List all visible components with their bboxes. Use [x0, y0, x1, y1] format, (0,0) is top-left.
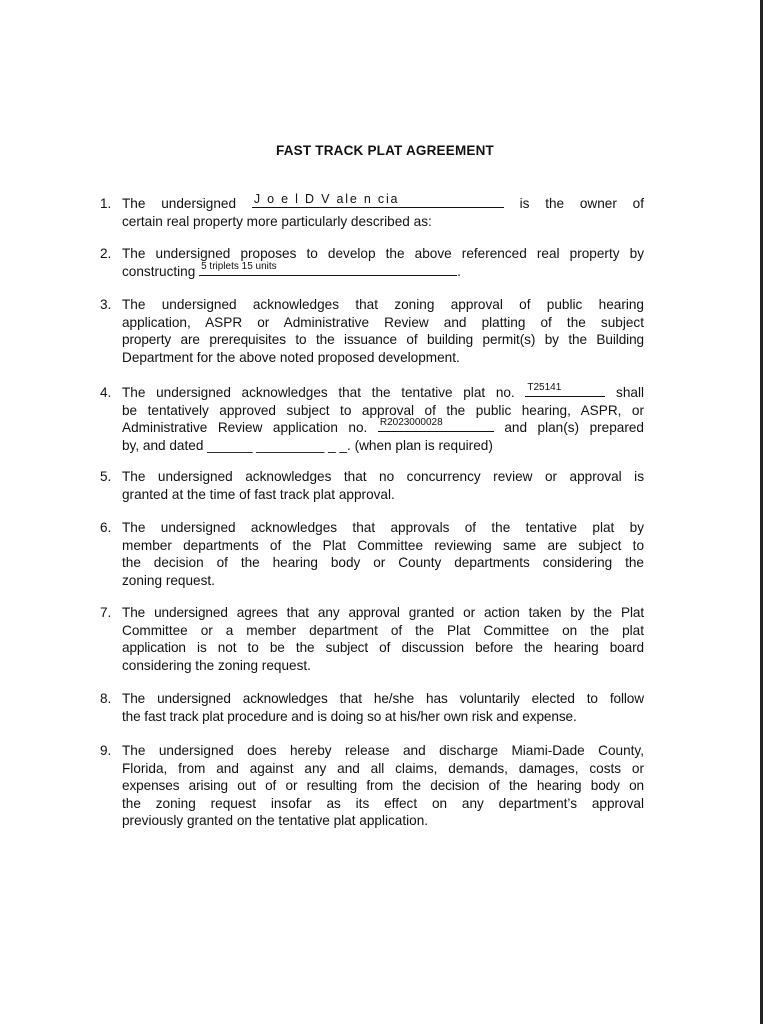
paragraph-number: 8. [100, 691, 112, 706]
construct-field[interactable] [199, 260, 457, 276]
paragraph-line: The undersigned acknowledges that approvals of the tentative plat by [122, 520, 644, 535]
plat-number-value: T25141 [527, 382, 562, 393]
paragraph-line [122, 192, 644, 213]
paragraph-line: The undersigned does hereby release and discharge Miami-Dade County, [122, 743, 644, 758]
paragraph-number: 6. [100, 520, 112, 535]
paragraph-line: Committee or a member department of the Plat Committee on the plat [122, 622, 644, 638]
paragraph-line: The undersigned agrees that any approval granted or action taken by the Plat [122, 605, 644, 620]
paragraph-line: considering the zoning request. [122, 657, 311, 673]
paragraph-line: the decision of the hearing body or County departments considering the [122, 555, 644, 571]
paragraph-line [122, 260, 644, 281]
paragraph-line: expenses arising out of or resulting from the decision of the hearing body on [122, 778, 644, 794]
paragraph-number: 3. [100, 297, 112, 312]
text-segment: . (when plan is required) [347, 437, 493, 453]
application-number-value: R2023000028 [379, 417, 443, 429]
paragraph-line: be tentatively approved subject to approval of the public hearing, ASPR, or [122, 402, 644, 418]
text-segment: by, and dated [122, 437, 204, 453]
paragraph-3 [100, 296, 644, 366]
paragraph-8 [100, 690, 644, 725]
date-blank[interactable]: ______ _________ _ _ [207, 437, 348, 453]
text-segment: shall [616, 385, 644, 400]
paragraph-number: 2. [100, 246, 112, 261]
paragraph-line [122, 437, 644, 455]
text-segment: constructing [122, 263, 196, 279]
paragraph-4 [100, 382, 644, 454]
paragraph-line: The undersigned proposes to develop the above referenced real property by [122, 246, 644, 261]
paragraph-number: 4. [100, 385, 112, 400]
paragraph-6 [100, 519, 644, 589]
paragraph-number: 5. [100, 469, 112, 484]
paragraph-line [122, 419, 644, 437]
text-segment: . [457, 263, 461, 279]
paragraph-7 [100, 604, 644, 674]
paragraph-line: zoning request. [122, 572, 215, 588]
application-number-field[interactable] [378, 417, 494, 432]
paragraph-1 [100, 192, 644, 230]
paragraph-line: the fast track plat procedure and is doing so at his/her own risk and expense. [122, 708, 577, 724]
paragraph-number: 9. [100, 743, 112, 758]
text-segment: is the owner of [519, 196, 644, 211]
text-segment: and plan(s) prepared [504, 420, 644, 436]
paragraph-line: granted at the time of fast track plat approval. [122, 486, 395, 502]
text-segment: The undersigned acknowledges that the tentative plat no. [122, 385, 515, 400]
paragraph-line: application, ASPR or Administrative Review and platting of the subject [122, 314, 644, 330]
paragraph-line: The undersigned acknowledges that no concurrency review or approval is [122, 469, 644, 484]
paragraph-line: The undersigned acknowledges that zoning approval of public hearing [122, 297, 644, 312]
owner-name-field[interactable] [252, 192, 504, 208]
paragraph-line: Florida, from and against any and all claims, demands, damages, costs or [122, 760, 644, 776]
paragraph-line: The undersigned acknowledges that he/she has voluntarily elected to follow [122, 691, 644, 706]
paragraph-2 [100, 245, 644, 280]
paragraph-line: Department for the above noted proposed development. [122, 349, 460, 365]
owner-name-value: J o e l D V ale n cia [253, 192, 400, 206]
paragraph-number: 1. [100, 196, 112, 211]
paragraph-line: previously granted on the tentative plat application. [122, 813, 429, 829]
paragraph-line: member departments of the Plat Committee reviewing same are subject to [122, 537, 644, 553]
construct-value: 5 triplets 15 units [201, 260, 277, 272]
paragraph-5 [100, 468, 644, 503]
paragraph-9 [100, 742, 644, 830]
paragraph-line: property are prerequisites to the issuance of building permit(s) by the Building [122, 332, 644, 348]
plat-number-field[interactable] [525, 382, 605, 397]
paragraph-line: application is not to be the subject of discussion before the hearing board [122, 640, 644, 656]
text-segment: Administrative Review application no. [122, 420, 368, 436]
text-segment: The undersigned [122, 196, 237, 211]
document-title: FAST TRACK PLAT AGREEMENT [276, 143, 494, 158]
paragraph-line: certain real property more particularly described as: [122, 213, 432, 229]
paragraph-line: the zoning request insofar as its effect on any department’s approval [122, 795, 644, 811]
paragraph-number: 7. [100, 605, 112, 620]
paragraph-line [122, 384, 644, 402]
